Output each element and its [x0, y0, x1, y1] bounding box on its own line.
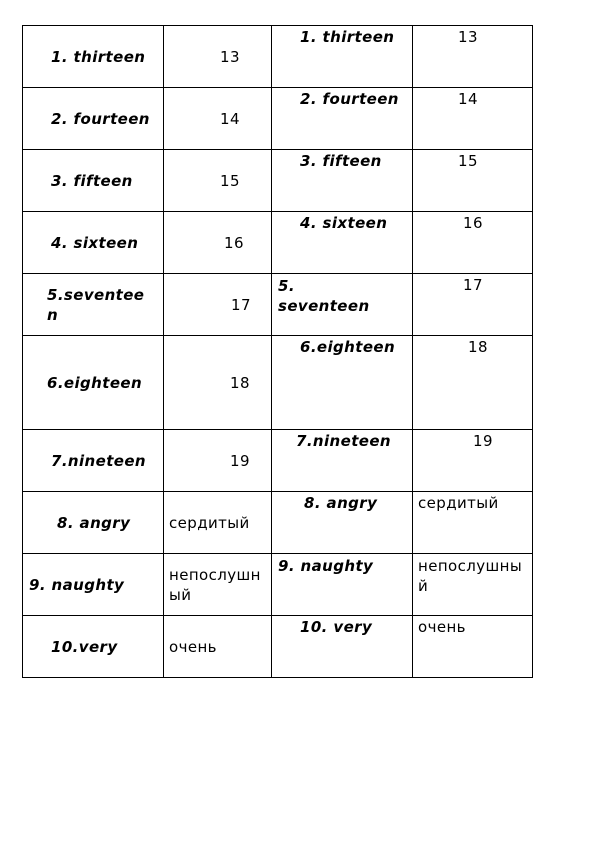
right-value-cell: 13: [413, 26, 533, 88]
left-word-cell: 6.eighteen: [23, 336, 164, 430]
left-value-cell: 18: [164, 336, 272, 430]
vocabulary-table: [22, 25, 533, 678]
left-word-cell: 4. sixteen: [23, 212, 164, 274]
left-word-cell: 10.very: [23, 616, 164, 678]
right-word-cell: 9. naughty: [272, 554, 413, 616]
left-value-cell: 15: [164, 150, 272, 212]
left-word-cell: 8. angry: [23, 492, 164, 554]
table-row: [23, 274, 533, 336]
right-value-cell: сердитый: [413, 492, 533, 554]
right-word-cell: 4. sixteen: [272, 212, 413, 274]
table-row: [23, 554, 533, 616]
right-value-cell: 19: [413, 430, 533, 492]
right-word-cell: 8. angry: [272, 492, 413, 554]
table-row: [23, 26, 533, 88]
left-value-cell: сердитый: [164, 492, 272, 554]
left-word-cell: 5.seventeen: [23, 274, 164, 336]
table-row: [23, 492, 533, 554]
table-row: [23, 616, 533, 678]
table-row: [23, 212, 533, 274]
left-value-cell: непослушный: [164, 554, 272, 616]
table-row: [23, 336, 533, 430]
right-word-cell: 6.eighteen: [272, 336, 413, 430]
left-word-cell: 2. fourteen: [23, 88, 164, 150]
right-word-cell: 2. fourteen: [272, 88, 413, 150]
left-word-cell: 3. fifteen: [23, 150, 164, 212]
vocabulary-table-container: [22, 25, 533, 678]
table-row: [23, 430, 533, 492]
right-value-cell: 15: [413, 150, 533, 212]
left-value-cell: 16: [164, 212, 272, 274]
right-value-cell: 18: [413, 336, 533, 430]
right-value-cell: непослушный: [413, 554, 533, 616]
right-word-cell: 1. thirteen: [272, 26, 413, 88]
right-word-cell: 10. very: [272, 616, 413, 678]
right-value-cell: очень: [413, 616, 533, 678]
left-value-cell: очень: [164, 616, 272, 678]
right-word-cell: 5. seventeen: [272, 274, 413, 336]
right-value-cell: 17: [413, 274, 533, 336]
table-row: [23, 150, 533, 212]
left-value-cell: 13: [164, 26, 272, 88]
right-word-cell: 7.nineteen: [272, 430, 413, 492]
left-value-cell: 19: [164, 430, 272, 492]
right-value-cell: 14: [413, 88, 533, 150]
left-value-cell: 14: [164, 88, 272, 150]
left-word-cell: 7.nineteen: [23, 430, 164, 492]
left-word-cell: 1. thirteen: [23, 26, 164, 88]
right-word-cell: 3. fifteen: [272, 150, 413, 212]
left-value-cell: 17: [164, 274, 272, 336]
table-row: [23, 88, 533, 150]
left-word-cell: 9. naughty: [23, 554, 164, 616]
right-value-cell: 16: [413, 212, 533, 274]
